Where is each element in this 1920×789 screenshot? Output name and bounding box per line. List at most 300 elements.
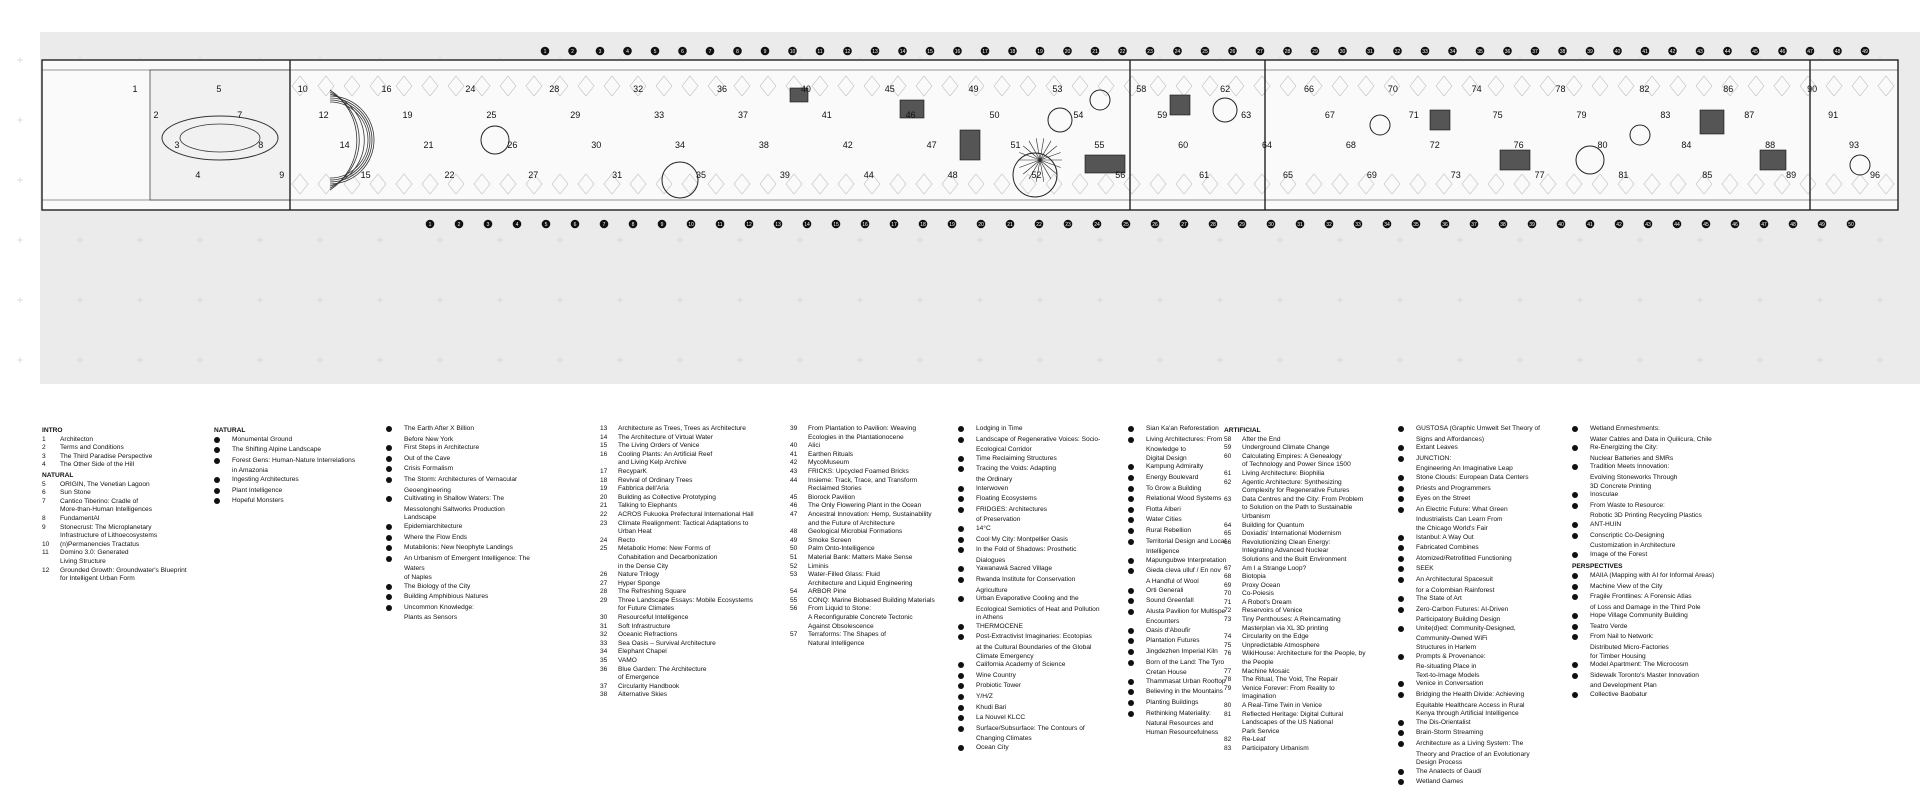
legend-dot-icon bbox=[958, 623, 976, 634]
room-number: 60 bbox=[1178, 140, 1189, 150]
legend-entry bbox=[1398, 653, 1540, 664]
legend-entry bbox=[1224, 547, 1366, 556]
legend-dot-icon bbox=[958, 682, 976, 693]
legend-entry bbox=[386, 604, 530, 615]
legend-label: Flotta Alberi bbox=[1146, 505, 1181, 513]
legend-number bbox=[386, 436, 404, 445]
legend-entry bbox=[1128, 669, 1226, 678]
legend-label: Plantation Futures bbox=[1146, 637, 1200, 645]
legend-entry bbox=[1224, 728, 1366, 737]
legend-entry bbox=[958, 725, 1100, 736]
legend-entry bbox=[958, 546, 1100, 557]
legend-label: FundamentAI bbox=[60, 514, 100, 522]
marker-number: 38 bbox=[1500, 222, 1506, 228]
room-number: 75 bbox=[1492, 110, 1503, 120]
room-number: 85 bbox=[1702, 170, 1713, 180]
legend-label: Evolving Stoneworks Through bbox=[1590, 473, 1678, 481]
legend-entry bbox=[386, 523, 530, 534]
marker-number: 50 bbox=[1848, 222, 1854, 228]
marker-number: 12 bbox=[746, 222, 752, 228]
legend-entry bbox=[42, 489, 187, 498]
marker-number: 12 bbox=[844, 49, 851, 55]
legend-number bbox=[790, 434, 808, 443]
legend-dot-icon bbox=[386, 495, 404, 506]
marker-number: 19 bbox=[949, 222, 955, 228]
marker-number: 22 bbox=[1119, 49, 1126, 55]
legend-entry bbox=[1398, 759, 1540, 768]
legend-column bbox=[214, 425, 355, 508]
legend-entry bbox=[386, 514, 530, 523]
legend-label: Landscapes of the US National bbox=[1242, 719, 1333, 727]
legend-entry bbox=[42, 541, 187, 550]
legend-entry bbox=[42, 444, 187, 453]
legend-label: From Plantation to Pavilion: Weaving bbox=[808, 425, 916, 432]
marker-number: 45 bbox=[1752, 49, 1758, 55]
room-number: 66 bbox=[1303, 84, 1314, 94]
legend-number: 70 bbox=[1224, 590, 1232, 598]
legend-label: Unpredictable Atmosphere bbox=[1242, 641, 1320, 649]
exhibit-block bbox=[1170, 95, 1190, 115]
legend-entry bbox=[1572, 512, 1714, 521]
legend-label: for Future Climates bbox=[618, 605, 675, 613]
marker-number: 14 bbox=[899, 49, 906, 55]
marker-number: 38 bbox=[1559, 49, 1566, 55]
room-number: 56 bbox=[1115, 170, 1126, 180]
dot-icon bbox=[386, 466, 392, 472]
legend-entry bbox=[1398, 595, 1540, 606]
legend-dot-icon bbox=[1572, 463, 1590, 474]
legend-entry bbox=[1224, 599, 1366, 608]
room-number: 26 bbox=[507, 140, 518, 150]
legend-entry bbox=[958, 536, 1100, 547]
legend-entry bbox=[958, 672, 1100, 683]
marker-number: 43 bbox=[1697, 49, 1703, 55]
legend-number bbox=[1224, 461, 1242, 470]
dot-icon bbox=[1128, 700, 1134, 706]
legend-dot-icon bbox=[958, 455, 976, 466]
legend-label: of Preservation bbox=[976, 516, 1021, 524]
dot-icon bbox=[214, 498, 220, 504]
marker-number: 3 bbox=[486, 222, 490, 228]
legend-entry bbox=[1224, 522, 1366, 531]
legend-entry bbox=[386, 465, 530, 476]
legend-entry bbox=[790, 520, 935, 529]
legend-dot-icon bbox=[1572, 444, 1590, 455]
room-number: 79 bbox=[1576, 110, 1587, 120]
legend-label: Tradition Meets Innovation: bbox=[1590, 463, 1670, 471]
legend-section-heading bbox=[214, 427, 355, 436]
legend-number: 53 bbox=[790, 571, 798, 579]
legend-dot-icon bbox=[1128, 538, 1146, 549]
legend-label: Believing in the Mountains bbox=[1146, 688, 1223, 696]
legend-column bbox=[1128, 425, 1226, 737]
legend-label: Model Apartment: The Microcosm bbox=[1590, 661, 1689, 669]
dot-icon bbox=[1572, 522, 1578, 528]
legend-entry bbox=[386, 593, 530, 604]
legend-label: Architecture as a Living System: The bbox=[1416, 740, 1524, 747]
legend-label: Material Bank: Matters Make Sense bbox=[808, 553, 913, 561]
dot-icon bbox=[1398, 779, 1404, 785]
legend-number bbox=[1398, 710, 1416, 719]
legend-number: 34 bbox=[600, 648, 608, 656]
dot-icon bbox=[1128, 475, 1134, 481]
marker-number: 31 bbox=[1297, 222, 1303, 228]
legend-entry bbox=[790, 528, 935, 537]
legend-entry bbox=[1224, 693, 1366, 702]
legend-entry bbox=[600, 494, 754, 503]
room-number: 39 bbox=[779, 170, 790, 180]
dot-icon bbox=[958, 456, 964, 462]
legend-number bbox=[1224, 625, 1242, 634]
legend-number: 78 bbox=[1224, 676, 1232, 684]
legend-entry bbox=[958, 653, 1100, 662]
dot-icon bbox=[1398, 596, 1404, 602]
dot-icon bbox=[1572, 662, 1578, 668]
marker-number: 4 bbox=[515, 222, 519, 228]
room-number: 24 bbox=[465, 84, 476, 94]
legend-number bbox=[1224, 719, 1242, 728]
legend-number: 82 bbox=[1224, 736, 1232, 744]
legend-entry bbox=[958, 735, 1100, 744]
room-number: 76 bbox=[1513, 140, 1524, 150]
marker-number: 13 bbox=[775, 222, 781, 228]
legend-number bbox=[1398, 436, 1416, 445]
legend-entry bbox=[958, 557, 1100, 566]
marker-number: 9 bbox=[660, 222, 664, 228]
legend-entry bbox=[1572, 444, 1714, 455]
legend-label: Water-Filled Glass: Fluid bbox=[808, 571, 880, 579]
legend-label: Extant Leaves bbox=[1416, 444, 1458, 452]
marker-number: 16 bbox=[954, 49, 961, 55]
legend-number: 59 bbox=[1224, 444, 1232, 452]
legend-label: Reflected Heritage: Digital Cultural bbox=[1242, 710, 1344, 718]
marker-number: 14 bbox=[804, 222, 810, 228]
legend-entry bbox=[1224, 736, 1366, 745]
legend-entry bbox=[1224, 719, 1366, 728]
dot-icon bbox=[958, 726, 964, 732]
dot-icon bbox=[958, 577, 964, 583]
dot-icon bbox=[1128, 539, 1134, 545]
legend-label: Stonecrust: The Microplanetary bbox=[60, 523, 152, 531]
legend-label: Sun Stone bbox=[60, 489, 91, 497]
legend-number: 26 bbox=[600, 571, 608, 579]
legend-entry bbox=[958, 704, 1100, 715]
legend-entry bbox=[1398, 616, 1540, 625]
legend-label: Proxy Ocean bbox=[1242, 581, 1281, 589]
legend-dot-icon bbox=[1128, 474, 1146, 485]
marker-number: 27 bbox=[1257, 49, 1263, 55]
room-number: 27 bbox=[528, 170, 539, 180]
marker-number: 44 bbox=[1674, 222, 1680, 228]
dot-icon bbox=[958, 683, 964, 689]
legend-label: for a Colombian Rainforest bbox=[1416, 586, 1495, 594]
legend-label: Distributed Micro-Factories bbox=[1590, 644, 1669, 652]
legend-label: Wetland Enmeshments: bbox=[1590, 425, 1660, 432]
dot-icon bbox=[1398, 654, 1404, 660]
dot-icon bbox=[1128, 496, 1134, 502]
legend-entry bbox=[790, 545, 935, 554]
legend-entry bbox=[1128, 648, 1226, 659]
legend-entry bbox=[1398, 485, 1540, 496]
legend-number bbox=[1572, 455, 1590, 464]
legend-dot-icon bbox=[1398, 485, 1416, 496]
legend-entry bbox=[1398, 465, 1540, 474]
legend-entry bbox=[1128, 688, 1226, 699]
legend-number: 73 bbox=[1224, 616, 1232, 624]
legend-label: Human Resourcefulness bbox=[1146, 728, 1219, 736]
legend-dot-icon bbox=[214, 457, 232, 468]
legend-entry bbox=[42, 575, 187, 584]
legend-number: 65 bbox=[1224, 530, 1232, 538]
dot-icon bbox=[1128, 628, 1134, 634]
legend-entry bbox=[1572, 623, 1714, 634]
legend-entry bbox=[1572, 644, 1714, 653]
marker-number: 21 bbox=[1092, 49, 1098, 55]
legend-label: Machine View of the City bbox=[1590, 582, 1663, 590]
legend-entry bbox=[1572, 633, 1714, 644]
legend-entry bbox=[958, 465, 1100, 476]
legend-dot-icon bbox=[1128, 506, 1146, 517]
legend-entry bbox=[1224, 530, 1366, 539]
legend-entry bbox=[1572, 425, 1714, 436]
marker-number: 30 bbox=[1268, 222, 1274, 228]
legend-entry bbox=[42, 532, 187, 541]
legend-label: 14°C bbox=[976, 524, 991, 532]
legend-label: Urban Evaporative Cooling and the bbox=[976, 595, 1079, 603]
legend-entry bbox=[1128, 567, 1226, 578]
legend-number bbox=[386, 565, 404, 574]
legend-entry bbox=[1224, 625, 1366, 634]
legend-label: Architecture as Trees, Trees as Architecture bbox=[618, 425, 746, 432]
marker-number: 48 bbox=[1834, 49, 1841, 55]
room-number: 37 bbox=[737, 110, 748, 120]
legend-entry bbox=[214, 487, 355, 498]
legend-label: the People bbox=[1242, 659, 1274, 667]
legend-label: The Shifting Alpine Landscape bbox=[232, 446, 322, 454]
legend-label: Atomized/Retrofitted Functioning bbox=[1416, 554, 1512, 562]
legend-entry bbox=[1572, 542, 1714, 551]
legend-number: 39 bbox=[790, 425, 798, 432]
legend-dot-icon bbox=[386, 465, 404, 476]
legend-entry bbox=[386, 476, 530, 487]
legend-section-heading bbox=[42, 472, 187, 481]
legend-dot-icon bbox=[1572, 572, 1590, 583]
legend-number bbox=[1398, 759, 1416, 768]
legend-entry bbox=[958, 576, 1100, 587]
legend-number: 56 bbox=[790, 605, 798, 613]
legend-number: 69 bbox=[1224, 581, 1232, 589]
legend-entry bbox=[42, 453, 187, 462]
legend-label: Born of the Land: The Tyro bbox=[1146, 658, 1225, 666]
legend-entry bbox=[1128, 637, 1226, 648]
legend-label: Energy Boulevard bbox=[1146, 473, 1199, 481]
legend-label: Living Architecture: Biophilia bbox=[1242, 469, 1325, 477]
legend-entry bbox=[1224, 504, 1366, 513]
legend-label: Wetland Games bbox=[1416, 778, 1464, 786]
legend-label: More-than-Human Intelligences bbox=[60, 506, 152, 514]
legend-entry bbox=[1398, 534, 1540, 545]
legend-label: Ecologies in the Plantationocene bbox=[808, 433, 904, 441]
legend-label: Cretan House bbox=[1146, 669, 1187, 677]
dot-icon bbox=[1572, 594, 1578, 600]
legend-label: California Academy of Science bbox=[976, 661, 1066, 669]
legend-entry bbox=[42, 461, 187, 470]
legend-dot-icon bbox=[1128, 710, 1146, 721]
legend-number bbox=[42, 558, 60, 567]
legend-label: at the Cultural Boundaries of the Global bbox=[976, 644, 1092, 652]
legend-label: Cohabitation and Decarbonization bbox=[618, 553, 718, 561]
room-number: 61 bbox=[1199, 170, 1210, 180]
legend-entry bbox=[1128, 436, 1226, 447]
legend-entry bbox=[1128, 474, 1226, 485]
legend-entry bbox=[1572, 463, 1714, 474]
legend-label: Tracing the Voids: Adapting bbox=[976, 465, 1057, 473]
legend-entry bbox=[790, 451, 935, 460]
legend-entry bbox=[600, 451, 754, 460]
legend-number bbox=[386, 514, 404, 523]
legend-dot-icon bbox=[1572, 551, 1590, 562]
legend-label: Reservoirs of Venice bbox=[1242, 607, 1303, 615]
legend-number bbox=[1224, 693, 1242, 702]
legend-dot-icon bbox=[1572, 583, 1590, 594]
room-number: 3 bbox=[174, 140, 180, 150]
legend-entry bbox=[1572, 682, 1714, 691]
dot-icon bbox=[1128, 558, 1134, 564]
legend-number: 71 bbox=[1224, 598, 1232, 606]
legend-entry bbox=[214, 457, 355, 468]
legend-dot-icon bbox=[1398, 778, 1416, 789]
legend-label: Hyper Sponge bbox=[618, 579, 661, 587]
legend-dot-icon bbox=[1398, 740, 1416, 751]
exhibit-block bbox=[1760, 150, 1786, 170]
legend-number bbox=[958, 735, 976, 744]
legend-number bbox=[1128, 455, 1146, 464]
legend-column bbox=[1572, 425, 1714, 702]
legend-entry bbox=[214, 467, 355, 476]
legend-label: WikiHouse: Architecture for the People, by bbox=[1242, 650, 1366, 658]
marker-number: 5 bbox=[653, 49, 657, 55]
legend-number bbox=[790, 623, 808, 632]
legend-entry bbox=[1398, 555, 1540, 566]
legend-label: Metabolic Home: New Forms of bbox=[618, 545, 711, 553]
legend-column bbox=[600, 425, 754, 700]
legend-label: Rethinking Materiality: bbox=[1146, 709, 1211, 717]
legend-label: Living Architectures: From bbox=[1146, 435, 1223, 443]
legend-label: Geoengineering bbox=[404, 486, 451, 494]
legend-label: Climate Emergency bbox=[976, 652, 1034, 660]
dot-icon bbox=[958, 705, 964, 711]
legend-entry bbox=[1128, 538, 1226, 549]
legend-entry bbox=[1128, 455, 1226, 464]
legend-entry bbox=[1398, 644, 1540, 653]
dot-icon bbox=[1398, 720, 1404, 726]
legend-label: Out of the Cave bbox=[404, 454, 451, 462]
legend-number bbox=[1398, 702, 1416, 711]
dot-icon bbox=[1572, 464, 1578, 470]
legend-number: 42 bbox=[790, 459, 798, 467]
legend-number: 45 bbox=[790, 493, 798, 501]
dot-icon bbox=[1398, 486, 1404, 492]
legend-label: Structures in Harlem bbox=[1416, 644, 1477, 652]
legend-label: Lodging in Time bbox=[976, 425, 1023, 432]
legend-entry bbox=[958, 425, 1100, 436]
marker-number: 49 bbox=[1862, 49, 1868, 55]
legend-label: Elephant Chapel bbox=[618, 648, 667, 656]
legend-dot-icon bbox=[386, 455, 404, 466]
dot-icon bbox=[1398, 566, 1404, 572]
exhibit-block bbox=[1430, 110, 1450, 130]
marker-number: 46 bbox=[1779, 49, 1786, 55]
marker-number: 20 bbox=[1064, 49, 1071, 55]
legend-label: Planting Buildings bbox=[1146, 699, 1199, 707]
legend-entry bbox=[790, 434, 935, 443]
legend-dot-icon bbox=[1398, 653, 1416, 664]
legend-entry bbox=[386, 544, 530, 555]
legend-label: (n)Permanencies Tractatus bbox=[60, 540, 140, 548]
dot-icon bbox=[1128, 660, 1134, 666]
marker-number: 46 bbox=[1732, 222, 1738, 228]
legend-entry bbox=[958, 446, 1100, 455]
legend-entry bbox=[790, 502, 935, 511]
dot-icon bbox=[1398, 577, 1404, 583]
legend-label: and Living Kelp Archive bbox=[618, 459, 687, 467]
legend-label: Hopeful Monsters bbox=[232, 497, 284, 505]
dot-icon bbox=[386, 556, 392, 562]
legend-number bbox=[1224, 487, 1242, 496]
legend-entry bbox=[600, 623, 754, 632]
legend-label: Hope Village Community Building bbox=[1590, 612, 1688, 620]
legend-label: Istanbul: A Way Out bbox=[1416, 533, 1474, 541]
legend-label: Unite(d)ed: Community-Designed, bbox=[1416, 624, 1516, 632]
legend-number bbox=[386, 506, 404, 515]
room-number: 9 bbox=[279, 170, 285, 180]
legend-number bbox=[1398, 751, 1416, 760]
legend-entry bbox=[790, 537, 935, 546]
legend-label: in the Dense City bbox=[618, 562, 669, 570]
legend-entry bbox=[1398, 425, 1540, 436]
legend-entry bbox=[1398, 516, 1540, 525]
legend-label: Recto bbox=[618, 536, 636, 544]
legend-label: Re-situating Place in bbox=[1416, 663, 1477, 671]
exhibit-block bbox=[960, 130, 980, 160]
room-number: 70 bbox=[1387, 84, 1398, 94]
marker-number: 42 bbox=[1616, 222, 1622, 228]
legend-label: Messolonghi Saltworks Production bbox=[404, 505, 505, 513]
legend-number: 33 bbox=[600, 639, 608, 647]
legend-label: FRIDGES: Architectures bbox=[976, 505, 1048, 513]
marker-number: 3 bbox=[598, 49, 602, 55]
legend-label: Resourceful Intelligence bbox=[618, 614, 689, 622]
legend-number bbox=[790, 640, 808, 649]
marker-number: 39 bbox=[1529, 222, 1535, 228]
legend-label: Underground Climate Change bbox=[1242, 444, 1330, 452]
marker-number: 6 bbox=[573, 222, 577, 228]
legend-dot-icon bbox=[958, 425, 976, 436]
marker-number: 11 bbox=[717, 222, 723, 228]
legend-dot-icon bbox=[1398, 606, 1416, 617]
legend-label: Natural Intelligence bbox=[808, 639, 865, 647]
legend-label: Re-Leaf bbox=[1242, 736, 1266, 744]
dot-icon bbox=[1398, 626, 1404, 632]
legend-entry bbox=[1572, 551, 1714, 562]
legend-dot-icon bbox=[958, 525, 976, 536]
legend-label: Intelligence bbox=[1146, 548, 1180, 556]
legend-number bbox=[1398, 587, 1416, 596]
room-number: 52 bbox=[1031, 170, 1042, 180]
marker-number: 40 bbox=[1558, 222, 1564, 228]
legend-number bbox=[214, 467, 232, 476]
room-number: 40 bbox=[800, 84, 811, 94]
